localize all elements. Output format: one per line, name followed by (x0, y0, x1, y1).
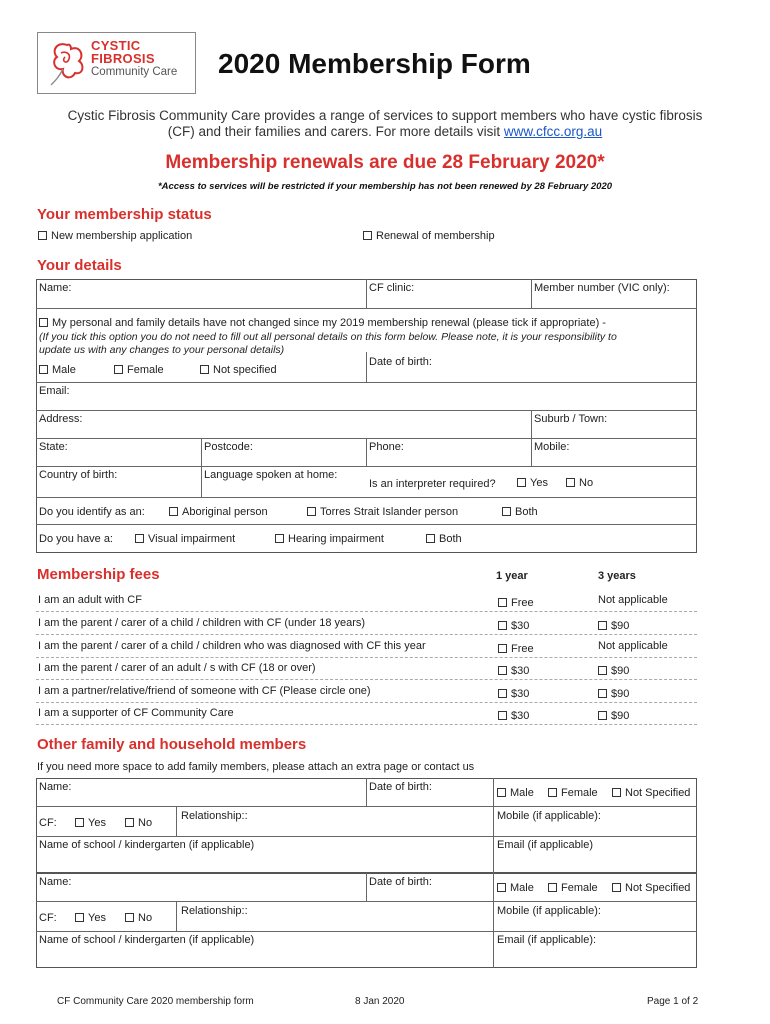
new-membership-label: New membership application (51, 230, 193, 242)
divider (366, 778, 367, 806)
family-not-specified-checkbox[interactable] (612, 788, 621, 797)
fee-1-year-checkbox[interactable] (498, 666, 507, 675)
details-unchanged-label: My personal and family details have not changed since my 2019 membership renewal (please tick if appropriate) - (52, 317, 606, 329)
fee-1-year-option[interactable] (498, 597, 534, 609)
divider (366, 873, 367, 901)
divider (36, 382, 697, 383)
row-divider (36, 702, 697, 703)
family-male-option[interactable] (497, 882, 534, 894)
name-label: Name: (39, 282, 72, 294)
renewal-option[interactable] (363, 230, 495, 242)
details-unchanged-note-1: (If you tick this option you do not need to fill out all personal details on this form below. Please note, it is your responsibility to (39, 331, 617, 343)
renewal-note: *Access to services will be restricted if your membership has not been renewed by 28 February 2020 (157, 181, 613, 192)
divider (531, 279, 532, 308)
fee-1-year-value: $30 (511, 620, 530, 632)
fee-row-label: I am the parent / carer of a child / children with CF (under 18 years) (38, 617, 366, 629)
details-heading: Your details (37, 257, 122, 274)
fee-row-label: I am a supporter of CF Community Care (38, 707, 234, 719)
family-cf-yes-option[interactable] (75, 817, 106, 829)
family-female-checkbox[interactable] (548, 883, 557, 892)
fee-3-years-value: Not applicable (598, 594, 668, 606)
new-membership-checkbox[interactable] (38, 231, 47, 240)
impairment-both-checkbox[interactable] (426, 534, 435, 543)
footer-date: 8 Jan 2020 (355, 996, 405, 1007)
female-label: Female (127, 364, 164, 376)
fee-1-year-option[interactable] (498, 643, 534, 655)
logo-line-2: FIBROSIS (91, 51, 155, 66)
identify-label: Do you identify as an: (39, 506, 145, 518)
mobile-label: Mobile: (534, 441, 570, 453)
row-divider (36, 611, 697, 612)
name-input[interactable] (40, 294, 362, 306)
family-female-option[interactable] (548, 787, 598, 799)
divider (531, 438, 532, 466)
divider (176, 901, 177, 931)
family-female-label: Female (561, 882, 598, 894)
interpreter-yes-label: Yes (530, 477, 548, 489)
dob-label: Date of birth: (369, 356, 432, 368)
interpreter-yes-checkbox[interactable] (517, 478, 526, 487)
row-divider (36, 679, 697, 680)
fee-1-year-option[interactable] (498, 710, 529, 722)
identify-both-checkbox[interactable] (502, 507, 511, 516)
fee-1-year-checkbox[interactable] (498, 711, 507, 720)
renewal-checkbox[interactable] (363, 231, 372, 240)
fee-1-year-option[interactable] (498, 620, 529, 632)
renewal-heading: Membership renewals are due 28 February 2020* (165, 152, 605, 173)
divider (366, 279, 367, 308)
family-mobile-label: Mobile (if applicable): (497, 810, 601, 822)
family-school-label: Name of school / kindergarten (if applicable) (39, 934, 255, 946)
rose-icon (47, 39, 87, 87)
logo (37, 32, 196, 94)
family-dob-label: Date of birth: (369, 876, 432, 888)
divider (201, 438, 202, 497)
row-divider (36, 657, 697, 658)
website-link[interactable]: www.cfcc.org.au (503, 124, 603, 139)
female-checkbox[interactable] (114, 365, 123, 374)
fee-3-years-value: $90 (611, 710, 630, 722)
fee-3-years-text (598, 594, 668, 606)
footer-form-name: CF Community Care 2020 membership form (57, 996, 254, 1007)
family-school-label: Name of school / kindergarten (if applicable) (39, 839, 255, 851)
language-label: Language spoken at home: (204, 469, 338, 481)
visual-label: Visual impairment (148, 533, 236, 545)
family-cf-no-option[interactable] (125, 912, 152, 924)
fee-3-years-option[interactable] (598, 620, 629, 632)
family-male-checkbox[interactable] (497, 883, 506, 892)
divider (36, 466, 697, 467)
row-divider (36, 724, 697, 725)
family-male-option[interactable] (497, 787, 534, 799)
fee-3-years-option[interactable] (598, 665, 629, 677)
male-option[interactable] (39, 364, 76, 376)
torres-checkbox[interactable] (307, 507, 316, 516)
family-male-checkbox[interactable] (497, 788, 506, 797)
not-specified-checkbox[interactable] (200, 365, 209, 374)
hearing-label: Hearing impairment (288, 533, 384, 545)
family-email-label: Email (if applicable): (497, 934, 597, 946)
fee-1-year-value: $30 (511, 710, 530, 722)
family-cf-yes-option[interactable] (75, 912, 106, 924)
family-cf-label: CF: (39, 912, 57, 924)
impairment-label: Do you have a: (39, 533, 113, 545)
divider (36, 524, 697, 525)
intro-line-2-prefix: (CF) and their families and carers. For more details visit (167, 124, 504, 139)
logo-line-1: CYSTIC (91, 38, 141, 53)
fee-3-years-checkbox[interactable] (598, 689, 607, 698)
impairment-both-option[interactable] (426, 533, 462, 545)
fee-row-label: I am the parent / carer of an adult / s with CF (18 or over) (38, 662, 316, 674)
family-name-label: Name: (39, 781, 72, 793)
family-male-label: Male (510, 787, 534, 799)
fee-3-years-value: Not applicable (598, 640, 668, 652)
fee-1-year-checkbox[interactable] (498, 644, 507, 653)
family-not-specified-label: Not Specified (625, 882, 691, 894)
family-cf-no-option[interactable] (125, 817, 152, 829)
cf-clinic-label: CF clinic: (369, 282, 415, 294)
family-mobile-label: Mobile (if applicable): (497, 905, 601, 917)
fees-heading: Membership fees (37, 566, 160, 583)
hearing-checkbox[interactable] (275, 534, 284, 543)
torres-option[interactable] (307, 506, 458, 518)
not-specified-option[interactable] (200, 364, 277, 376)
torres-label: Torres Strait Islander person (320, 506, 459, 518)
interpreter-no-option[interactable] (566, 477, 593, 489)
fee-1-year-value: $30 (511, 688, 530, 700)
phone-label: Phone: (369, 441, 404, 453)
family-heading: Other family and household members (37, 736, 307, 753)
country-label: Country of birth: (39, 469, 118, 481)
family-not-specified-option[interactable] (612, 787, 690, 799)
family-cf-no-label: No (138, 912, 153, 924)
divider (493, 778, 494, 873)
family-not-specified-option[interactable] (612, 882, 690, 894)
family-not-specified-label: Not Specified (625, 787, 691, 799)
family-cf-yes-label: Yes (88, 817, 106, 829)
intro-line-1: Cystic Fibrosis Community Care provides a range of services to support members who have cystic fibrosis (67, 108, 703, 123)
divider (36, 806, 697, 807)
fee-3-years-value: $90 (611, 688, 630, 700)
divider (493, 873, 494, 968)
fee-3-years-checkbox[interactable] (598, 621, 607, 630)
divider (36, 410, 697, 411)
status-heading: Your membership status (37, 206, 212, 223)
new-membership-option[interactable] (38, 230, 192, 242)
family-cf-no-checkbox[interactable] (125, 913, 134, 922)
family-cf-yes-checkbox[interactable] (75, 913, 84, 922)
family-cf-no-checkbox[interactable] (125, 818, 134, 827)
divider (531, 410, 532, 438)
family-cf-no-label: No (138, 817, 153, 829)
fee-1-year-checkbox[interactable] (498, 689, 507, 698)
interpreter-no-checkbox[interactable] (566, 478, 575, 487)
fees-col-3-years: 3 years (598, 570, 636, 582)
details-unchanged-note-2: update us with any changes to your personal details) (39, 344, 285, 356)
family-female-label: Female (561, 787, 598, 799)
fee-3-years-option[interactable] (598, 710, 629, 722)
divider (366, 352, 367, 382)
row-divider (36, 634, 697, 635)
renewal-label: Renewal of membership (376, 230, 495, 242)
interpreter-yes-option[interactable] (517, 477, 548, 489)
family-cf-yes-label: Yes (88, 912, 106, 924)
divider (36, 901, 697, 902)
divider (36, 308, 697, 309)
fee-3-years-value: $90 (611, 620, 630, 632)
fee-3-years-checkbox[interactable] (598, 711, 607, 720)
fee-1-year-value: Free (511, 643, 534, 655)
family-email-label: Email (if applicable) (497, 839, 593, 851)
impairment-both-label: Both (439, 533, 462, 545)
family-name-label: Name: (39, 876, 72, 888)
fee-1-year-option[interactable] (498, 688, 529, 700)
divider (36, 931, 697, 932)
aboriginal-label: Aboriginal person (182, 506, 268, 518)
postcode-label: Postcode: (204, 441, 253, 453)
interpreter-no-label: No (579, 477, 594, 489)
divider (36, 836, 697, 837)
intro-text (40, 108, 730, 140)
aboriginal-checkbox[interactable] (169, 507, 178, 516)
details-unchanged-option[interactable] (39, 317, 606, 329)
fee-3-years-option[interactable] (598, 688, 629, 700)
member-number-label: Member number (VIC only): (534, 282, 670, 294)
fee-3-years-checkbox[interactable] (598, 666, 607, 675)
address-label: Address: (39, 413, 83, 425)
family-not-specified-checkbox[interactable] (612, 883, 621, 892)
visual-option[interactable] (135, 533, 235, 545)
family-relationship-label: Relationship:: (181, 810, 248, 822)
fee-row-label: I am an adult with CF (38, 594, 142, 606)
logo-line-3: Community Care (91, 66, 178, 78)
fee-1-year-checkbox[interactable] (498, 621, 507, 630)
identify-both-option[interactable] (502, 506, 538, 518)
suburb-label: Suburb / Town: (534, 413, 608, 425)
page-title: 2020 Membership Form (218, 48, 531, 79)
male-checkbox[interactable] (39, 365, 48, 374)
fee-1-year-value: Free (511, 597, 534, 609)
intro-line-2 (40, 124, 730, 140)
family-relationship-label: Relationship:: (181, 905, 248, 917)
email-label: Email: (39, 385, 70, 397)
hearing-option[interactable] (275, 533, 384, 545)
family-note: If you need more space to add family members, please attach an extra page or contact us (37, 761, 475, 773)
fee-row-label: I am a partner/relative/friend of someone with CF (Please circle one) (38, 685, 371, 697)
not-specified-label: Not specified (213, 364, 277, 376)
divider (176, 806, 177, 836)
fees-col-1-year: 1 year (496, 570, 528, 582)
family-cf-yes-checkbox[interactable] (75, 818, 84, 827)
fee-row-label: I am the parent / carer of a child / children who was diagnosed with CF this year (38, 640, 426, 652)
state-label: State: (39, 441, 68, 453)
fee-3-years-value: $90 (611, 665, 630, 677)
male-label: Male (52, 364, 76, 376)
family-female-option[interactable] (548, 882, 598, 894)
interpreter-label: Is an interpreter required? (369, 478, 496, 490)
family-male-label: Male (510, 882, 534, 894)
female-option[interactable] (114, 364, 164, 376)
divider (366, 438, 367, 466)
fee-3-years-text (598, 640, 668, 652)
family-cf-label: CF: (39, 817, 57, 829)
divider (36, 497, 697, 498)
visual-checkbox[interactable] (135, 534, 144, 543)
details-unchanged-checkbox[interactable] (39, 318, 48, 327)
aboriginal-option[interactable] (169, 506, 268, 518)
family-dob-label: Date of birth: (369, 781, 432, 793)
identify-both-label: Both (515, 506, 538, 518)
fee-1-year-option[interactable] (498, 665, 529, 677)
fee-1-year-checkbox[interactable] (498, 598, 507, 607)
fee-1-year-value: $30 (511, 665, 530, 677)
footer-page-number: Page 1 of 2 (647, 996, 699, 1007)
family-female-checkbox[interactable] (548, 788, 557, 797)
